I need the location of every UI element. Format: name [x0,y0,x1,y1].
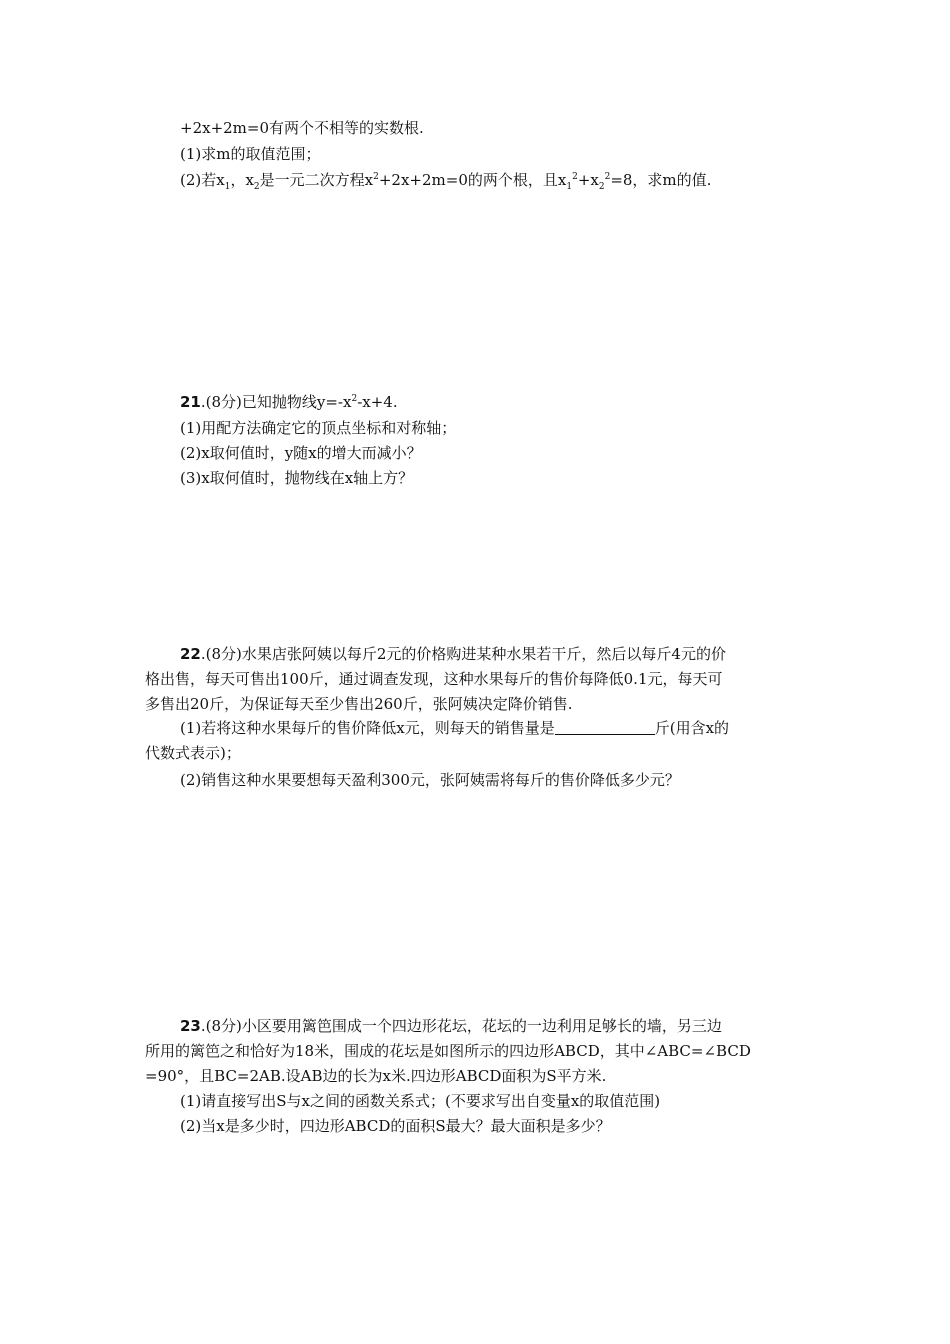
q22-line3: 多售出20斤，为保证每天至少售出260斤，张阿姨决定降价销售. [145,695,573,713]
q23-part1: (1)请直接写出S与x之间的函数关系式；(不要求写出自变量x的取值范围) [180,1092,661,1110]
q22-number: 22 [180,645,201,663]
q22-line1: 22.(8分)水果店张阿姨以每斤2元的价格购进某种水果若干斤，然后以每斤4元的价 [180,645,726,663]
q21-part2: (2)x取何值时，y随x的增大而减小？ [180,444,422,462]
q23-line1: 23.(8分)小区要用篱笆围成一个四边形花坛，花坛的一边利用足够长的墙，另三边 [180,1017,722,1035]
q20-part1: (1)求m的取值范围； [180,145,321,163]
q23-number: 23 [180,1017,201,1035]
q20-part2: (2)若$x_1$，$x_2$是一元二次方程$x^2+2x+2m=0$的两个根，且$x_1^2+x_2^2=8$，求m的值. [180,171,712,192]
q21-part1: (1)用配方法确定它的顶点坐标和对称轴； [180,419,457,437]
answer-blank [555,720,655,735]
q22-part1-cont: 代数式表示)； [145,744,241,762]
q22-part1: (1)若将这种水果每斤的售价降低x元，则每天的销售量是 斤(用含x的 [180,719,730,737]
q21-number: 21 [180,393,201,411]
q21-part3: (3)x取何值时，抛物线在x轴上方？ [180,469,414,487]
q23-part2: (2)当x是多少时，四边形ABCD的面积S最大？最大面积是多少？ [180,1117,611,1135]
q21-heading: 21.(8分)已知抛物线$y=-x^2-x+4$. [180,393,398,411]
q20-intro: +2x+2m=0有两个不相等的实数根. [180,119,424,137]
q22-line2: 格出售，每天可售出100斤，通过调查发现，这种水果每斤的售价每降低0.1元，每天可 [145,670,723,688]
q23-line2: 所用的篱笆之和恰好为18米，围成的花坛是如图所示的四边形ABCD，其中∠ABC=∠BCD [145,1042,751,1060]
q22-part2: (2)销售这种水果要想每天盈利300元，张阿姨需将每斤的售价降低多少元？ [180,771,680,789]
q23-line3: =90°，且BC=2AB.设AB边的长为x米.四边形ABCD面积为S平方米. [145,1067,607,1085]
